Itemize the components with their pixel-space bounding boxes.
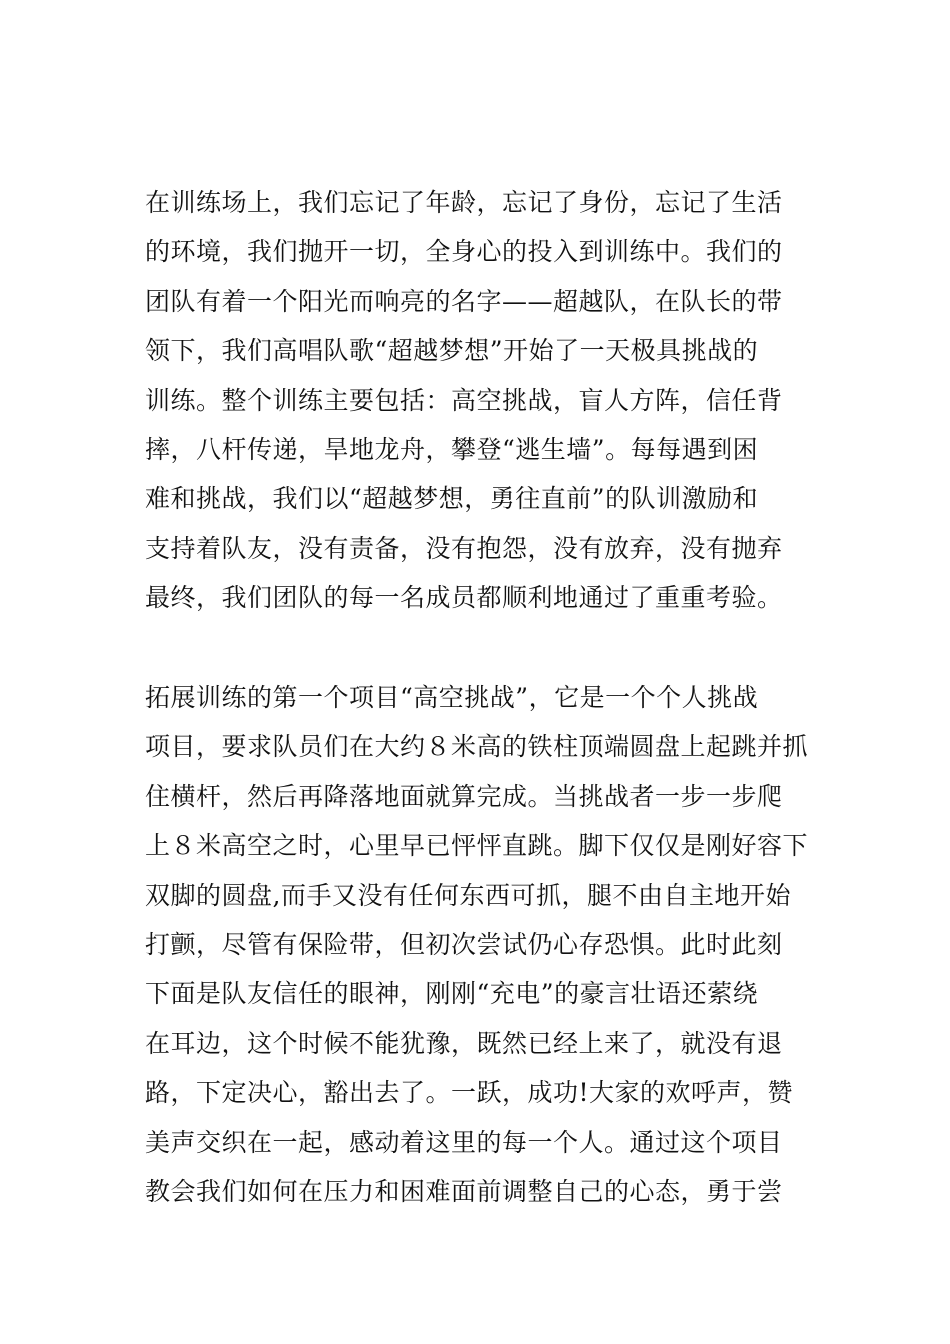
text-line: 难和挑战，我们以“超越梦想，勇往直前”的队训激励和 [145,484,759,514]
paragraph-training-field [145,178,810,623]
text-line: 教会我们如何在压力和困难面前调整自己的心态，勇于尝 [145,1176,783,1206]
text-line: 训练。整个训练主要包括：高空挑战，盲人方阵，信任背 [145,385,783,415]
text-line: 的环境，我们抛开一切，全身心的投入到训练中。我们的 [145,237,783,267]
text-line: 摔，八杆传递，旱地龙舟，攀登“逃生墙”。每每遇到困 [145,434,759,464]
text-line: 团队有着一个阳光而响亮的名字——超越队，在队长的带 [145,286,783,316]
paragraph-high-altitude-challenge [145,673,810,1216]
text-line: 拓展训练的第一个项目“高空挑战”，它是一个个人挑战 [145,683,759,712]
text-line: 下面是队友信任的眼神，刚刚“充电”的豪言壮语还萦绕 [145,979,759,1009]
text-line: 住横杆，然后再降落地面就算完成。当挑战者一步一步爬 [145,781,783,811]
text-line: 美声交织在一起，感动着这里的每一个人。通过这个项目 [145,1127,783,1157]
text-line: 项目，要求队员们在大约８米高的铁柱顶端圆盘上起跳并抓 [145,732,809,762]
text-line: 支持着队友，没有责备，没有抱怨，没有放弃，没有抛弃 [145,533,783,563]
text-line: 领下，我们高唱队歌“超越梦想”开始了一天极具挑战的 [145,336,759,366]
text-line: 上８米高空之时，心里早已怦怦直跳。脚下仅仅是刚好容下 [145,831,809,861]
text-line: 双脚的圆盘,而手又没有任何东西可抓，腿不由自主地开始 [145,880,791,910]
text-line: 打颤，尽管有保险带，但初次尝试仍心存恐惧。此时此刻 [145,929,783,959]
text-line: 在耳边，这个时候不能犹豫，既然已经上来了，就没有退 [145,1028,783,1058]
text-line: 路，下定决心，豁出去了。一跃，成功!大家的欢呼声，赞 [145,1078,794,1108]
text-line: 在训练场上，我们忘记了年龄，忘记了身份，忘记了生活 [145,188,783,217]
text-line: 最终，我们团队的每一名成员都顺利地通过了重重考验。 [145,583,783,613]
